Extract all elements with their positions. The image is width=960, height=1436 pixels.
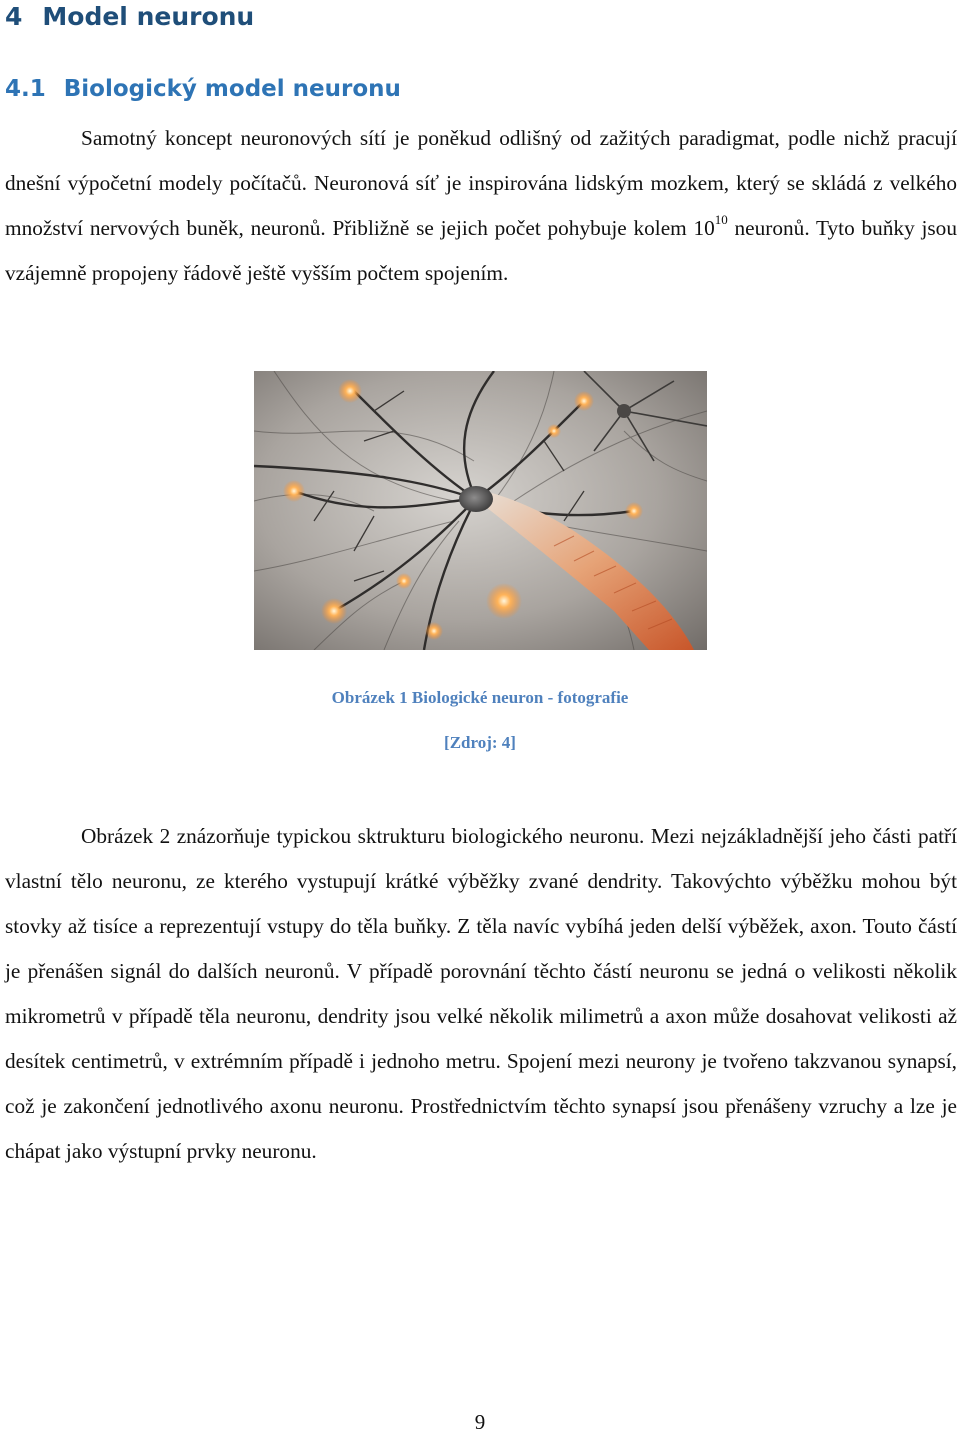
chapter-heading (5, 0, 254, 34)
section-number: 4.1 (5, 76, 46, 102)
figure-caption: Obrázek 1 Biologické neuron - fotografie (331, 688, 629, 707)
intro-text-before: Samotný koncept neuronových sítí je poněkud odlišný od zažitých paradigmat, podle nichž pracují dnešní výpočetní modely počítačů. Neuronová síť je inspirována lidským mozkem, který se skládá z velkého množství nervových buněk, neuronů. Přibližně se jejich počet pohybuje kolem 10 (5, 126, 957, 240)
neuron-photo (254, 371, 707, 650)
exponent: 10 (714, 212, 728, 227)
intro-text-after: neuronů. Tyto buňky jsou vzájemně propojeny řádově ještě vyšším počtem spojením. (5, 216, 957, 285)
page-number: 9 (474, 1410, 486, 1434)
figure-source: [Zdroj: 4] (444, 733, 516, 752)
chapter-number: 4 (5, 2, 23, 31)
section-title: Biologický model neuronu (63, 76, 401, 102)
section-heading (5, 73, 401, 105)
intro-paragraph (5, 116, 957, 296)
chapter-title: Model neuronu (42, 2, 255, 31)
body-paragraph: Obrázek 2 znázorňuje typickou sktrukturu biologického neuronu. Mezi nejzákladnější jeho části patří vlastní tělo neuronu, ze kterého vystupují krátké výběžky zvané dendrity. Takovýchto výběžku mohou být stovky až tisíce a reprezentují vstupy do těla buňky. Z těla navíc vybíhá jeden delší výběžek, axon. Touto částí je přenášen signál do dalších neuronů. V případě porovnání těchto částí neuronu se jedná o velikosti několik mikrometrů v případě těla neuronu, dendrity jsou velké několik milimetrů a axon může dosahovat velikosti až desítek centimetrů, v extrémním případě i jednoho metru. Spojení mezi neurony je tvořeno takzvanou synapsí, což je zakončení jednotlivého axonu neuronu. Prostřednictvím těchto synapsí jsou přenášeny vzruchy a lze je chápat jako výstupní prvky neuronu. (5, 824, 957, 1163)
